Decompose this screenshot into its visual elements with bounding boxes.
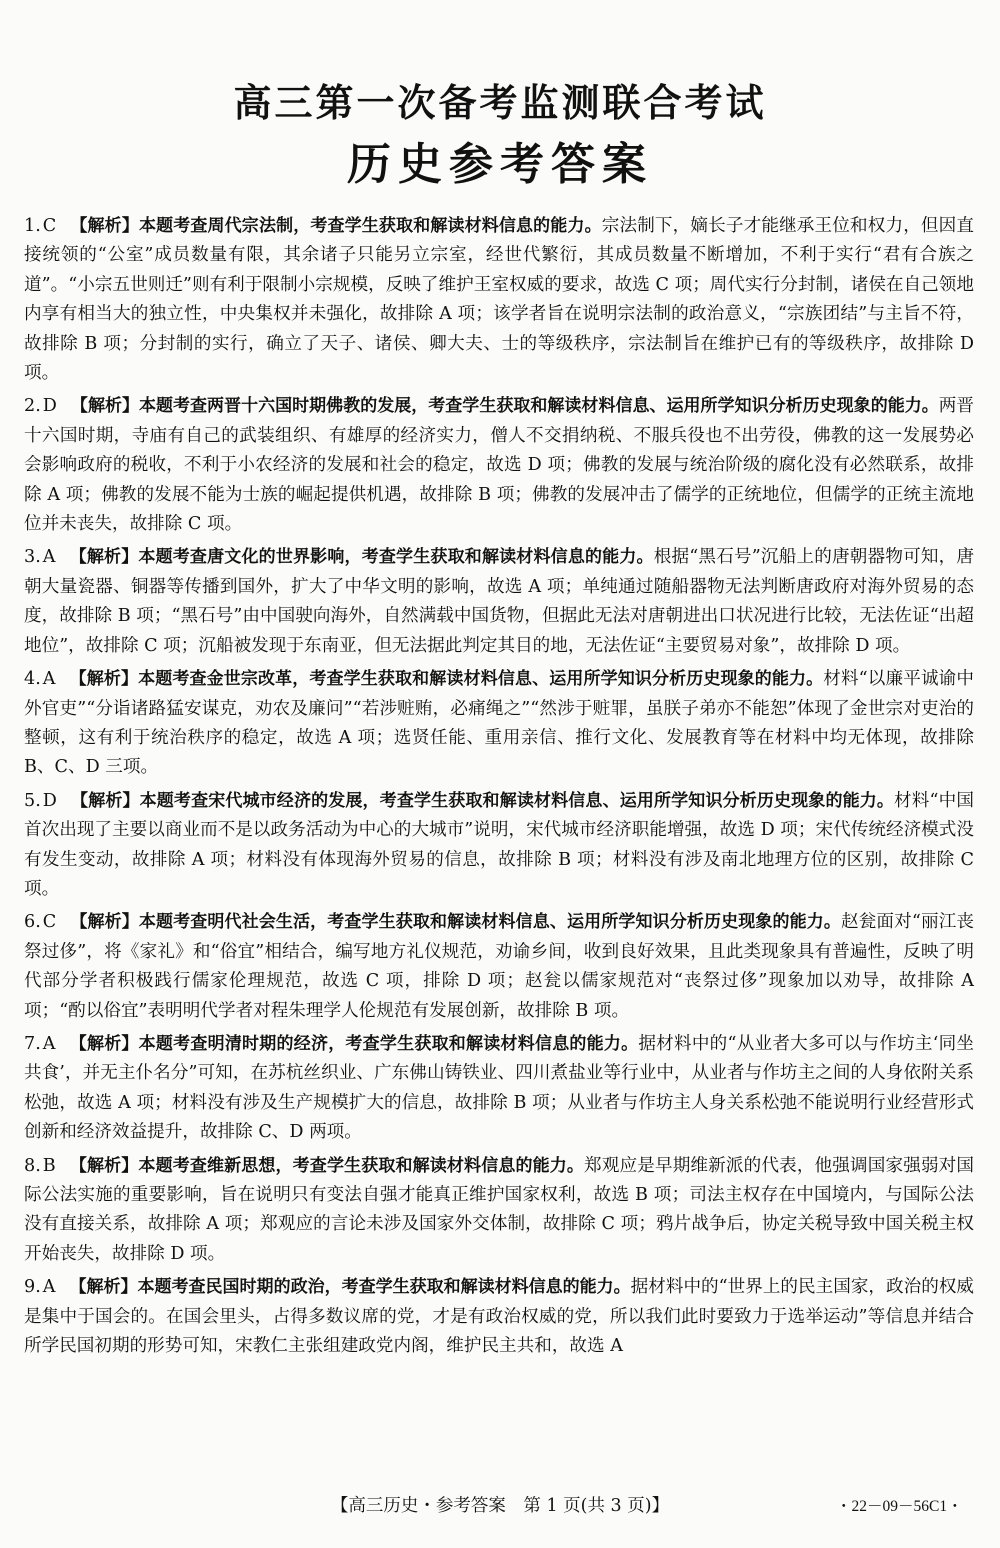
analysis-body: 据材料中的“世界上的民主国家，政治的权威是集中于国会的。在国会里头，占得多数议席的党，才是有政治权威的党，所以我们此时要致力于选举运动”等信息并结合所学民国初期的形势可知，宋教仁主张组建政党内阁，维护民主共和，故选 A — [24, 1277, 975, 1357]
analysis-body: 材料“中国首次出现了主要以商业而不是以政务活动为中心的大城市”说明，宋代城市经济职能增强，故选 D 项；宋代传统经济模式没有发生变动，故排除 A 项；材料没有体现海外贸易的信息，故排除 B 项；材料没有涉及南北地理方位的区别，故排除 C 项。 — [24, 790, 974, 899]
answer-choice: C — [42, 216, 57, 236]
analysis-lead: 【解析】本题考查金世宗改革，考查学生获取和解读材料信息、运用所学知识分析历史现象的能力。 — [69, 669, 824, 690]
exam-code: ・22－09－56C1・ — [836, 1498, 963, 1515]
analysis-lead: 【解析】本题考查明代社会生活，考查学生获取和解读材料信息、运用所学知识分析历史现象的能力。 — [70, 912, 841, 933]
answer-item — [24, 1152, 974, 1270]
document-title: 高三第一次备考监测联合考试 — [233, 81, 767, 125]
analysis-lead: 【解析】本题考查唐文化的世界影响，考查学生获取和解读材料信息的能力。 — [69, 547, 654, 568]
answer-item — [24, 665, 974, 783]
question-number: 3. — [24, 547, 41, 568]
answer-item — [24, 212, 974, 388]
question-number: 1. — [24, 216, 41, 236]
question-number: 2. — [24, 396, 41, 417]
answer-list — [24, 212, 974, 1365]
answer-item — [24, 1030, 974, 1148]
question-number: 4. — [24, 669, 41, 690]
question-number: 9. — [24, 1277, 41, 1298]
analysis-body: 宗法制下，嫡长子才能继承王位和权力，但因直接统领的“公室”成员数量有限，其余诸子只能另立宗室，经世代繁衍，其成员数量不断增加，不利于实行“君有合族之道”。“小宗五世则迁”则有利于限制小宗规模，反映了维护王室权威的要求，故选 C 项；周代实行分封制，诸侯在自己领地内享有相当大的独立性，中央集权并未强化，故排除 A 项；该学者旨在说明宗法制的政治意义，“宗族团结”与主旨不符，故排除 B 项；分封制的实行，确立了天子、诸侯、卿大夫、士的等级秩序，宗法制旨在维护已有的等级秩序，故排除 D 项。 — [24, 216, 974, 384]
answer-choice: A — [42, 1033, 56, 1054]
analysis-body: 根据“黑石号”沉船上的唐朝器物可知，唐朝大量瓷器、铜器等传播到国外，扩大了中华文明的影响，故选 A 项；单纯通过随船器物无法判断唐政府对海外贸易的态度，故排除 B 项；“黑石号”由中国驶向海外，自然满载中国货物，但据此无法对唐朝进出口状况进行比较，无法佐证“出超地位”，故排除 C 项；沉船被发现于东南亚，但无法据此判定其目的地，无法佐证“主要贸易对象”，故排除 D 项。 — [24, 547, 974, 656]
question-number: 5. — [24, 790, 41, 811]
page-footer: 【高三历史・参考答案 第 1 页(共 3 页)】 — [330, 1496, 670, 1516]
analysis-body: 郑观应是早期维新派的代表，他强调国家强弱对国际公法实施的重要影响，旨在说明只有变法自强才能真正维护国家权利，故选 B 项；司法主权存在中国境内，与国际公法没有直接关系，故排除 A 项；郑观应的言论未涉及国家外交体制，故排除 C 项；鸦片战争后，协定关税导致中国关税主权开始丧失，故排除 D 项。 — [24, 1155, 974, 1264]
answer-choice: D — [42, 790, 57, 811]
analysis-lead: 【解析】本题考查两晋十六国时期佛教的发展，考查学生获取和解读材料信息、运用所学知识分析历史现象的能力。 — [70, 396, 939, 417]
answer-item — [24, 787, 974, 905]
analysis-lead: 【解析】本题考查周代宗法制，考查学生获取和解读材料信息的能力。 — [70, 216, 602, 236]
answer-item — [24, 543, 974, 661]
analysis-body: 赵瓮面对“丽江丧祭过侈”，将《家礼》和“俗宜”相结合，编写地方礼仪规范，劝谕乡间，收到良好效果，且此类现象具有普遍性，反映了明代部分学者积极践行儒家伦理规范，故选 C 项，排除 D 项；赵瓮以儒家规范对“丧祭过侈”现象加以劝导，故排除 A 项；“酌以俗宜”表明明代学者对程朱理学人伦规范有发展创新，故排除 B 项。 — [24, 912, 975, 1021]
answer-choice: A — [42, 1277, 56, 1298]
analysis-body: 材料“以廉平诚谕中外官吏”“分诣诸路猛安谋克，劝农及廉问”“若涉赃贿，必痛绳之”“然涉于赃罪，虽朕子弟亦不能恕”体现了金世宗对吏治的整顿，这有利于统治秩序的稳定，故选 A 项；选贤任能、重用亲信、推行文化、发展教育等在材料中均无体现，故排除 B、C、D 三项。 — [24, 669, 974, 778]
answer-item — [24, 1273, 974, 1361]
question-number: 7. — [24, 1033, 41, 1054]
answer-item — [24, 908, 974, 1026]
analysis-body: 两晋十六国时期，寺庙有自己的武装组织、有雄厚的经济实力，僧人不交捐纳税、不服兵役也不出劳役，佛教的这一发展势必会影响政府的税收，不利于小农经济的发展和社会的稳定，故选 D 项；佛教的发展与统治阶级的腐化没有必然联系，故排除 A 项；佛教的发展不能为士族的崛起提供机遇，故排除 B 项；佛教的发展冲击了儒学的正统地位，但儒学的正统主流地位并未丧失，故排除 C 项。 — [24, 396, 974, 535]
answer-choice: C — [42, 912, 57, 933]
analysis-lead: 【解析】本题考查宋代城市经济的发展，考查学生获取和解读材料信息、运用所学知识分析历史现象的能力。 — [70, 790, 895, 811]
answer-choice: A — [42, 669, 56, 690]
analysis-body: 据材料中的“从业者大多可以与作坊主‘同坐共食’，并无主仆名分”可知，在苏杭丝织业、广东佛山铸铁业、四川煮盐业等行业中，从业者与作坊主之间的人身依附关系松弛，故选 A 项；材料没有涉及生产规模扩大的信息，故排除 B 项；从业者与作坊主人身关系松弛不能说明行业经营形式创新和经济效益提升，故排除 C、D 两项。 — [24, 1033, 974, 1143]
analysis-lead: 【解析】本题考查明清时期的经济，考查学生获取和解读材料信息的能力。 — [69, 1033, 639, 1054]
analysis-lead: 【解析】本题考查民国时期的政治，考查学生获取和解读材料信息的能力。 — [69, 1277, 631, 1298]
answer-choice: B — [42, 1155, 56, 1176]
analysis-lead: 【解析】本题考查维新思想，考查学生获取和解读材料信息的能力。 — [69, 1155, 585, 1176]
answer-choice: A — [42, 547, 56, 568]
answer-choice: D — [42, 396, 57, 417]
document-subtitle: 历史参考答案 — [347, 139, 653, 190]
question-number: 6. — [24, 912, 41, 933]
answer-item — [24, 392, 974, 539]
question-number: 8. — [24, 1155, 41, 1176]
